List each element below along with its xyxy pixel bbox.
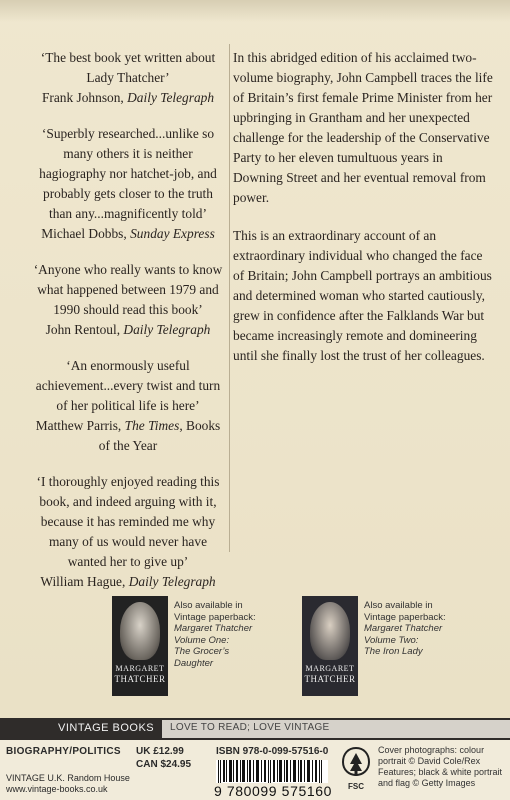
quote-source (30, 572, 226, 592)
review-quote (30, 48, 226, 108)
imprint-name: VINTAGE U.K. Random House (6, 773, 130, 783)
quote-author: John Rentoul, (45, 322, 121, 337)
portrait-photo (120, 602, 160, 660)
avail-subtitle: The Iron Lady (364, 646, 423, 657)
top-edge-shadow (0, 0, 510, 22)
review-quote (30, 124, 226, 244)
book-cover-volume-two (302, 596, 358, 696)
avail-intro: Also available in Vintage paperback: (364, 600, 446, 623)
quote-author: Matthew Parris, (35, 418, 122, 433)
fsc-label: FSC (348, 782, 364, 791)
avail-volume: Volume Two: (364, 634, 419, 646)
quote-text: ‘Superbly researched...unlike so many others it is neither hagiography nor hatchet-job, and probably gets closer to the truth than any...magnificently told’ (39, 126, 217, 221)
quote-publication: Daily Telegraph (128, 574, 216, 589)
also-available-volume-two (364, 600, 464, 658)
cover-line: THATCHER (304, 674, 356, 684)
column-divider (229, 44, 230, 552)
portrait-photo (310, 602, 350, 660)
cover-line: MARGARET (305, 664, 355, 673)
cover-line: THATCHER (114, 674, 166, 684)
imprint-url: www.vintage-books.co.uk (6, 784, 108, 794)
quote-text: ‘Anyone who really wants to know what happened between 1979 and 1990 should read this book’ (33, 262, 223, 317)
blurb-paragraph: This is an extraordinary account of an extraordinary individual who changed the face of Britain; John Campbell portrays an ambitious and determined woman who started cautiously, grew in confidence after the Falklands War but became increasingly remote and domineering until she finally lost the trust of her colleagues. (233, 228, 492, 363)
cover-line: MARGARET (115, 664, 165, 673)
quote-source (30, 88, 226, 108)
quote-extra: , Books of the Year (98, 418, 221, 453)
review-quotes (30, 48, 226, 608)
quote-text: ‘The best book yet written about Lady Thatcher’ (40, 50, 216, 85)
avail-title: Margaret Thatcher (174, 623, 253, 634)
imprint (6, 773, 130, 795)
quote-publication: Sunday Express (130, 226, 215, 241)
quote-author: Frank Johnson, (41, 90, 124, 105)
book-blurb (233, 48, 495, 384)
price-can: CAN $24.95 (136, 759, 192, 770)
quote-source (30, 224, 226, 244)
quote-author: Michael Dobbs, (41, 226, 127, 241)
quote-author: William Hague, (40, 574, 126, 589)
blurb-paragraph: In this abridged edition of his acclaimed two-volume biography, John Campbell traces the life of Britain’s first female Prime Minister from her upbringing in Grantham and her unexpected challenge for the leadership of the Conservative Party to her eleven tumultuous years in Downing Street and her eventual removal from power. (233, 50, 493, 205)
cover-credits: Cover photographs: colour portrait © David Cole/Rex Features; black & white portrait and flag © Getty Images (378, 745, 503, 788)
publisher-name: VINTAGE BOOKS (58, 722, 155, 734)
book-cover-volume-one (112, 596, 168, 696)
review-quote (30, 472, 226, 592)
quote-text: ‘An enormously useful achievement...every twist and turn of her political life is here’ (35, 358, 221, 413)
price-uk: UK £12.99 (136, 746, 184, 757)
bottom-info-strip (0, 740, 510, 800)
quote-publication: The Times (124, 418, 180, 433)
review-quote (30, 260, 226, 340)
avail-title: Margaret Thatcher (364, 623, 443, 634)
quote-source (30, 320, 226, 340)
publisher-band (0, 718, 510, 740)
category-label: BIOGRAPHY/POLITICS (6, 746, 121, 757)
review-quote (30, 356, 226, 456)
tagline-box (162, 720, 510, 738)
barcode-number: 9 780099 575160 (214, 783, 332, 799)
isbn: ISBN 978-0-099-57516-0 (216, 746, 329, 757)
quote-text: ‘I thoroughly enjoyed reading this book, and indeed arguing with it, because it has reminded me why many of us would never have wanted her to give up’ (36, 474, 220, 569)
quote-publication: Daily Telegraph (123, 322, 211, 337)
quote-publication: Daily Telegraph (127, 90, 215, 105)
avail-intro: Also available in Vintage paperback: (174, 600, 256, 623)
barcode-bars-icon (216, 760, 328, 784)
tagline: LOVE TO READ; LOVE VINTAGE (170, 722, 330, 733)
quote-source (30, 416, 226, 456)
avail-volume: Volume One: (174, 634, 230, 646)
also-available-volume-one (174, 600, 256, 669)
avail-subtitle: The Grocer’s Daughter (174, 646, 230, 669)
